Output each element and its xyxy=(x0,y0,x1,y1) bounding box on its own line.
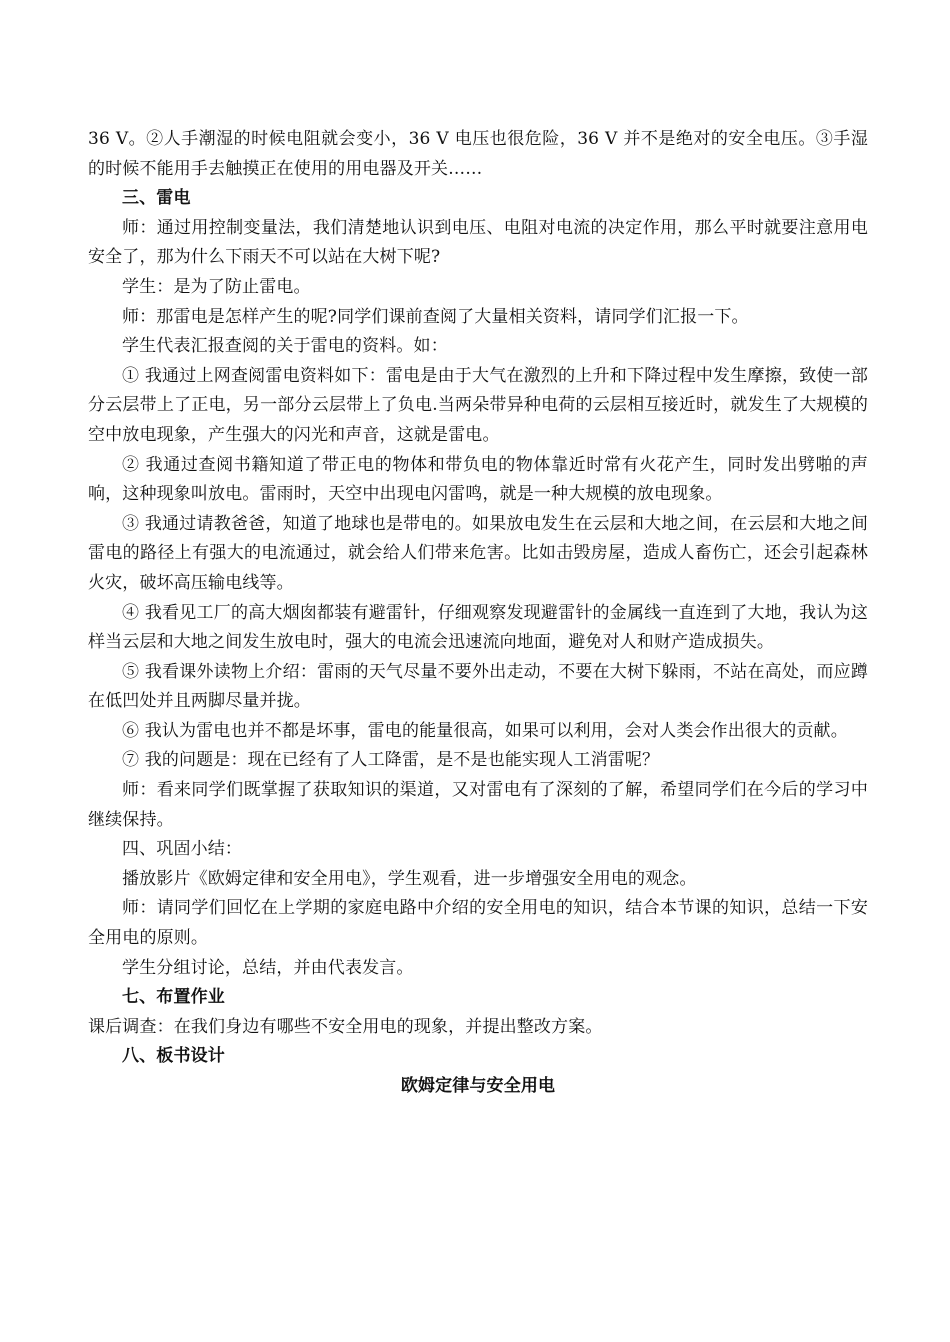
paragraph-report-7: ⑦ 我的问题是：现在已经有了人工降雷，是不是也能实现人工消雷呢？ xyxy=(122,750,660,771)
document-page xyxy=(88,125,868,1102)
section-heading-board-design: 八、板书设计 xyxy=(122,1046,225,1067)
paragraph-teacher-question: 师：通过用控制变量法，我们清楚地认识到电压、电阻对电流的决定作用，那么平时就要注意用电安全了，那为什么下雨天不可以站在大树下呢? xyxy=(88,217,868,268)
paragraph-teacher-prompt: 师：那雷电是怎样产生的呢?同学们课前查阅了大量相关资料，请同学们汇报一下。 xyxy=(122,306,749,327)
paragraph-homework: 课后调查：在我们身边有哪些不安全用电的现象，并提出整改方案。 xyxy=(88,1016,603,1037)
section-heading-homework: 七、布置作业 xyxy=(122,987,225,1008)
section-consolidation-summary: 四、巩固小结： xyxy=(122,839,243,860)
paragraph-teacher-review: 师：请同学们回忆在上学期的家庭电路中介绍的安全用电的知识，结合本节课的知识，总结一下安全用电的原则。 xyxy=(88,898,868,949)
paragraph-report-3: ③ 我通过请教爸爸，知道了地球也是带电的。如果放电发生在云层和大地之间，在云层和大地之间雷电的路径上有强大的电流通过，就会给人们带来危害。比如击毁房屋，造成人畜伤亡，还会引起森林火灾，破坏高压输电线等。 xyxy=(88,513,868,593)
paragraph-report-6: ⑥ 我认为雷电也并不都是坏事，雷电的能量很高，如果可以利用，会对人类会作出很大的贡献。 xyxy=(122,720,848,741)
paragraph-play-film: 播放影片《欧姆定律和安全用电》，学生观看，进一步增强安全用电的观念。 xyxy=(122,868,697,889)
paragraph-report-5: ⑤ 我看课外读物上介绍：雷雨的天气尽量不要外出走动，不要在大树下躲雨，不站在高处，而应蹲在低凹处并且两脚尽量并拢。 xyxy=(88,661,868,712)
section-heading-lightning: 三、雷电 xyxy=(122,188,191,209)
paragraph-student-report-intro: 学生代表汇报查阅的关于雷电的资料。如： xyxy=(122,336,448,357)
paragraph-student-answer: 学生：是为了防止雷电。 xyxy=(122,276,311,297)
paragraph-safe-voltage-continued: 36 V。②人手潮湿的时候电阻就会变小，36 V 电压也很危险，36 V 并不是绝对的安全电压。③手湿的时候不能用手去触摸正在使用的用电器及开关…… xyxy=(88,129,868,179)
paragraph-teacher-summary: 师：看来同学们既掌握了获取知识的渠道，又对雷电有了深刻的了解，希望同学们在今后的学习中继续保持。 xyxy=(88,780,868,830)
paragraph-group-discussion: 学生分组讨论，总结，并由代表发言。 xyxy=(122,957,414,978)
board-design-title: 欧姆定律与安全用电 xyxy=(400,1076,556,1096)
paragraph-report-2: ② 我通过查阅书籍知道了带正电的物体和带负电的物体靠近时常有火花产生，同时发出劈啪的声响，这种现象叫放电。雷雨时，天空中出现电闪雷鸣，就是一种大规模的放电现象。 xyxy=(88,454,868,505)
paragraph-report-4: ④ 我看见工厂的高大烟囱都装有避雷针，仔细观察发现避雷针的金属线一直连到了大地，我认为这样当云层和大地之间发生放电时，强大的电流会迅速流向地面，避免对人和财产造成损失。 xyxy=(88,602,868,653)
paragraph-report-1: ① 我通过上网查阅雷电资料如下：雷电是由于大气在激烈的上升和下降过程中发生摩擦，致使一部分云层带上了正电，另一部分云层带上了负电.当两朵带异种电荷的云层相互接近时，就发生了大规模的空中放电现象，产生强大的闪光和声音，这就是雷电。 xyxy=(88,365,868,445)
